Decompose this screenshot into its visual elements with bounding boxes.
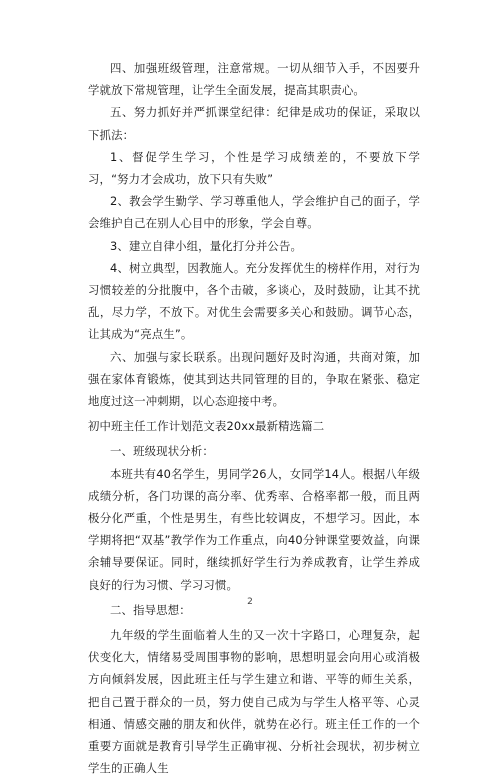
body-paragraph: 本班共有40名学生，男同学26人，女同学14人。根据八年级成绩分析，各门功课的高分率、优秀率、合格率都一般，而且两极分化严重，个性是男生，有些比较调皮，不想学习。因此，本学期将把“双基”教学作为工作重点，向40分钟课堂要效益，向课余辅导要保证。同时，继续抓好学生行为养成教育，让学生养成良好的行为习惯、学习习惯。 <box>88 466 420 592</box>
document-body <box>88 57 420 780</box>
body-paragraph: 2、教会学生勤学、学习尊重他人，学会维护自己的面子，学会维护自己在别人心目中的形象，学会自尊。 <box>88 194 420 231</box>
section-heading: 初中班主任工作计划范文表20xx最新精选篇二 <box>88 419 325 434</box>
body-paragraph: 四、加强班级管理，注意常规。一切从细节入手，不因要升学就放下常规管理，让学生全面发展，提高其职责心。 <box>88 61 420 98</box>
body-paragraph: 3、建立自律小组，量化打分并公告。 <box>110 238 303 253</box>
body-paragraph: 五、努力抓好并严抓课堂纪律：纪律是成功的保证，采取以下抓法： <box>88 105 420 142</box>
body-paragraph: 一、班级现状分析： <box>110 444 214 459</box>
body-paragraph: 4、树立典型，因教施人。充分发挥优生的榜样作用，对行为习惯较差的分批腹中，各个击破，多谈心，及时鼓励，让其不扰乱，尽力学，不放下。对优生会需要多关心和鼓励。调节心态，让其成为“亮点生”。 <box>88 260 420 342</box>
body-paragraph: 1、督促学生学习，个性是学习成绩差的，不要放下学习，“努力才会成功，放下只有失败” <box>88 149 420 187</box>
body-paragraph: 二、指导思想： <box>110 602 191 617</box>
body-paragraph: 九年级的学生面临着人生的又一次十字路口，心理复杂，起伏变化大，情绪易受周围事物的影响，思想明显会向用心或消极方向倾斜发展，因此班主任与学生建立和谐、平等的师生关系，把自己置于群众的一员，努力使自己成为与学生人格平等、心灵相通、情感交融的朋友和伙伴，就势在必行。班主任工作的一个重要方面就是教育引导学生正确审视、分析社会现状，初步树立学生的正确人生 <box>88 628 420 776</box>
page-number: 2 <box>247 597 253 607</box>
body-paragraph: 六、加强与家长联系。出现问题好及时沟通，共商对策，加强在家体育锻炼，使其到达共同管理的目的，争取在紧张、稳定地度过这一冲刺期，以心态迎接中考。 <box>88 349 420 409</box>
